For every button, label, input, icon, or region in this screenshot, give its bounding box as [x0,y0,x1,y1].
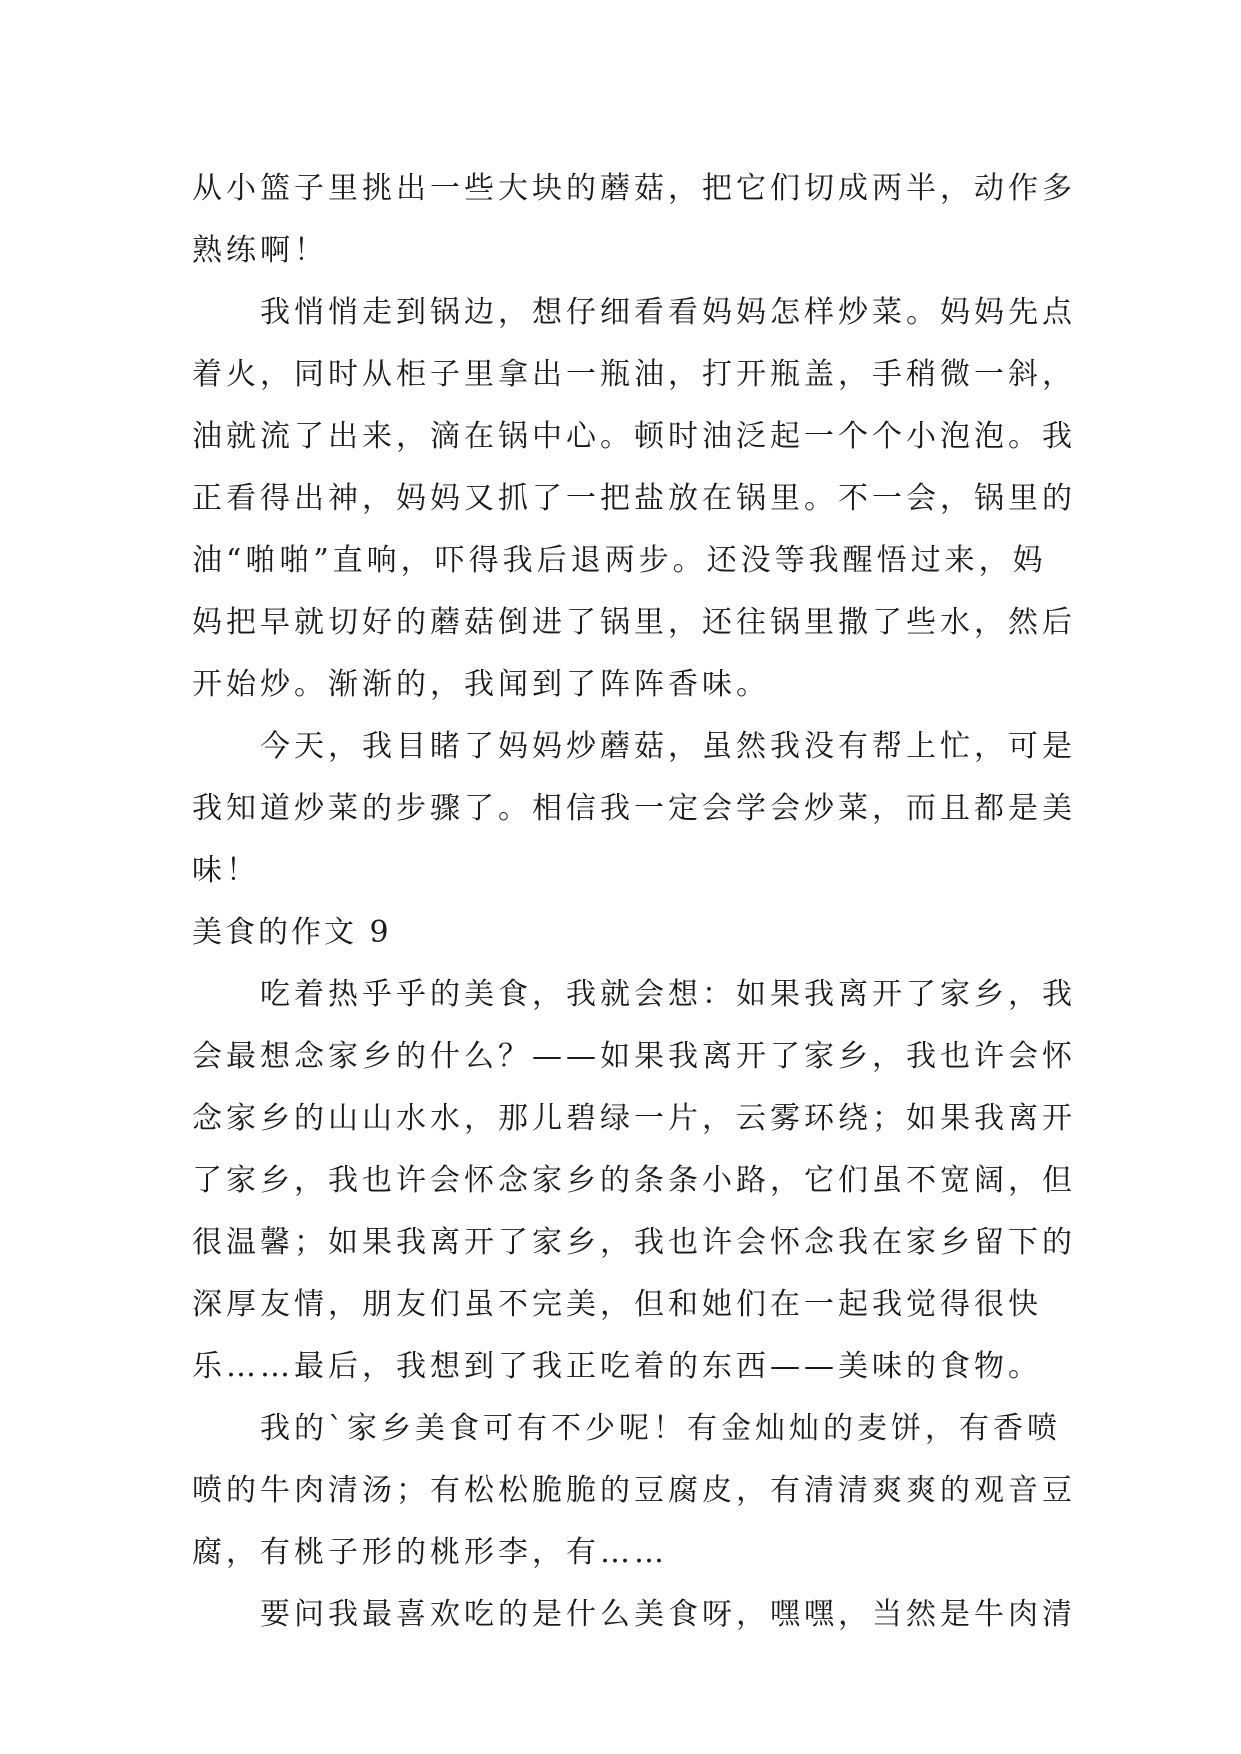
text-line: 妈把早就切好的蘑菇倒进了锅里，还往锅里撒了些水，然后 [192,605,1076,640]
text-line: 乐……最后，我想到了我正吃着的东西——美味的食物。 [192,1349,1042,1384]
text-line: 很温馨；如果我离开了家乡，我也许会怀念我在家乡留下的 [192,1225,1076,1260]
text-line: 了家乡，我也许会怀念家乡的条条小路，它们虽不宽阔，但 [192,1163,1076,1198]
text-line: 正看得出神，妈妈又抓了一把盐放在锅里。不一会，锅里的 [192,481,1076,516]
text-line: 从小篮子里挑出一些大块的蘑菇，把它们切成两半，动作多 [192,171,1076,206]
document-body [192,158,1076,1646]
text-line: 着火，同时从柜子里拿出一瓶油，打开瓶盖，手稍微一斜， [192,357,1076,392]
text-line: 我知道炒菜的步骤了。相信我一定会学会炒菜，而且都是美 [192,791,1076,826]
text-line: 味！ [192,853,260,888]
text-line: 腐，有桃子形的桃形李，有…… [192,1535,668,1570]
text-line: 我的`家乡美食可有不少呢！有金灿灿的麦饼，有香喷 [260,1411,1061,1446]
text-line: 我悄悄走到锅边，想仔细看看妈妈怎样炒菜。妈妈先点 [260,295,1076,330]
text-line: 开始炒。渐渐的，我闻到了阵阵香味。 [192,667,770,702]
text-line: 熟练啊！ [192,233,328,268]
text-line: 今天，我目睹了妈妈炒蘑菇，虽然我没有帮上忙，可是 [260,729,1076,764]
text-line: 念家乡的山山水水，那儿碧绿一片，云雾环绕；如果我离开 [192,1101,1076,1136]
text-line: 喷的牛肉清汤；有松松脆脆的豆腐皮，有清清爽爽的观音豆 [192,1473,1076,1508]
text-line: 会最想念家乡的什么？——如果我离开了家乡，我也许会怀 [192,1039,1076,1074]
text-line: 要问我最喜欢吃的是什么美食呀，嘿嘿，当然是牛肉清 [260,1597,1076,1632]
text-line: 油“啪啪”直响，吓得我后退两步。还没等我醒悟过来，妈 [192,543,1047,578]
text-line: 油就流了出来，滴在锅中心。顿时油泛起一个个小泡泡。我 [192,419,1076,454]
text-line: 吃着热乎乎的美食，我就会想：如果我离开了家乡，我 [260,977,1076,1012]
section-heading: 美食的作文 9 [192,915,392,950]
text-line: 深厚友情，朋友们虽不完美，但和她们在一起我觉得很快 [192,1287,1042,1322]
